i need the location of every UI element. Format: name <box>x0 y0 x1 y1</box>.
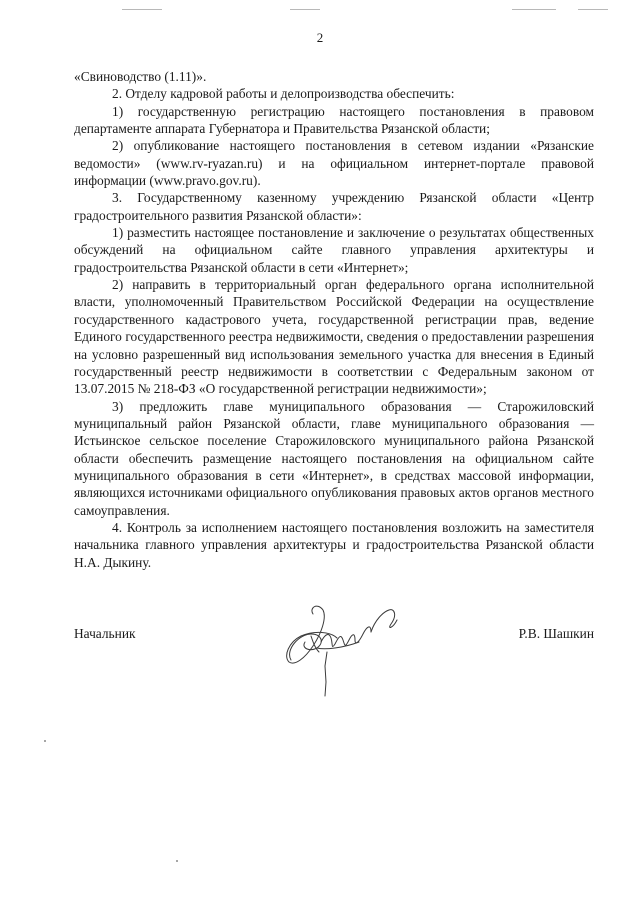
scan-mark <box>578 9 608 10</box>
paragraph-item-3-2: 2) направить в территориальный орган федерального органа исполнительной власти, уполномоченный Правительством Российской Федерации на осуществление государственного кадастрового учета, государственной регистрации прав, ведение Единого государственного реестра недвижимости, сведения о предоставлении разрешения на условно разрешенный вид использования земельного участка для внесения в Единый государственный реестр недвижимости в соответствии с Федеральным законом от 13.07.2015 № 218-ФЗ «О государственной регистрации недвижимости»; <box>74 277 594 397</box>
document-body <box>74 68 594 571</box>
paragraph-continuation: «Свиноводство (1.11)». <box>74 69 207 84</box>
signer-name: Р.В. Шашкин <box>518 626 594 641</box>
paragraph-item-3-3: 3) предложить главе муниципального образования — Старожиловский муниципальный район Рязанской области, главе муниципального образования — Истьинское сельское поселение Старожиловского муниципального района Рязанской области обеспечить размещение настоящего постановления на официальном сайте муниципального образования в сети «Интернет», в средствах массовой информации, являющихся источниками официального опубликования правовых актов органов местного самоуправления. <box>74 398 594 518</box>
scan-speck <box>176 860 178 862</box>
signer-title: Начальник <box>74 626 136 641</box>
page-number: 2 <box>316 30 324 45</box>
scan-mark <box>512 9 556 10</box>
scan-speck <box>44 740 46 742</box>
scan-mark <box>290 9 320 10</box>
paragraph-item-3: 3. Государственному казенному учреждению Рязанской области «Центр градостроительного развития Рязанской области»: <box>74 190 594 223</box>
paragraph-item-2-2: 2) опубликование настоящего постановления в сетевом издании «Рязанские ведомости» (www.rv-ryazan.ru) и на официальном интернет-портале правовой информации (www.pravo.gov.ru). <box>74 138 594 189</box>
paragraph-item-2: 2. Отделу кадровой работы и делопроизводства обеспечить: <box>112 86 455 102</box>
paragraph-item-3-1: 1) разместить настоящее постановление и заключение о результатах общественных обсуждений на официальном сайте главного управления архитектуры и градостроительства Рязанской области в сети «Интернет»; <box>74 225 594 275</box>
signature-row <box>74 626 594 646</box>
paragraph-item-2-1: 1) государственную регистрацию настоящего постановления в правовом департаменте аппарата Губернатора и Правительства Рязанской области; <box>74 103 594 137</box>
scan-mark <box>122 9 162 10</box>
paragraph-item-4: 4. Контроль за исполнением настоящего постановления возложить на заместителя начальника главного управления архитектуры и градостроительства Рязанской области Н.А. Дыкину. <box>74 519 594 570</box>
